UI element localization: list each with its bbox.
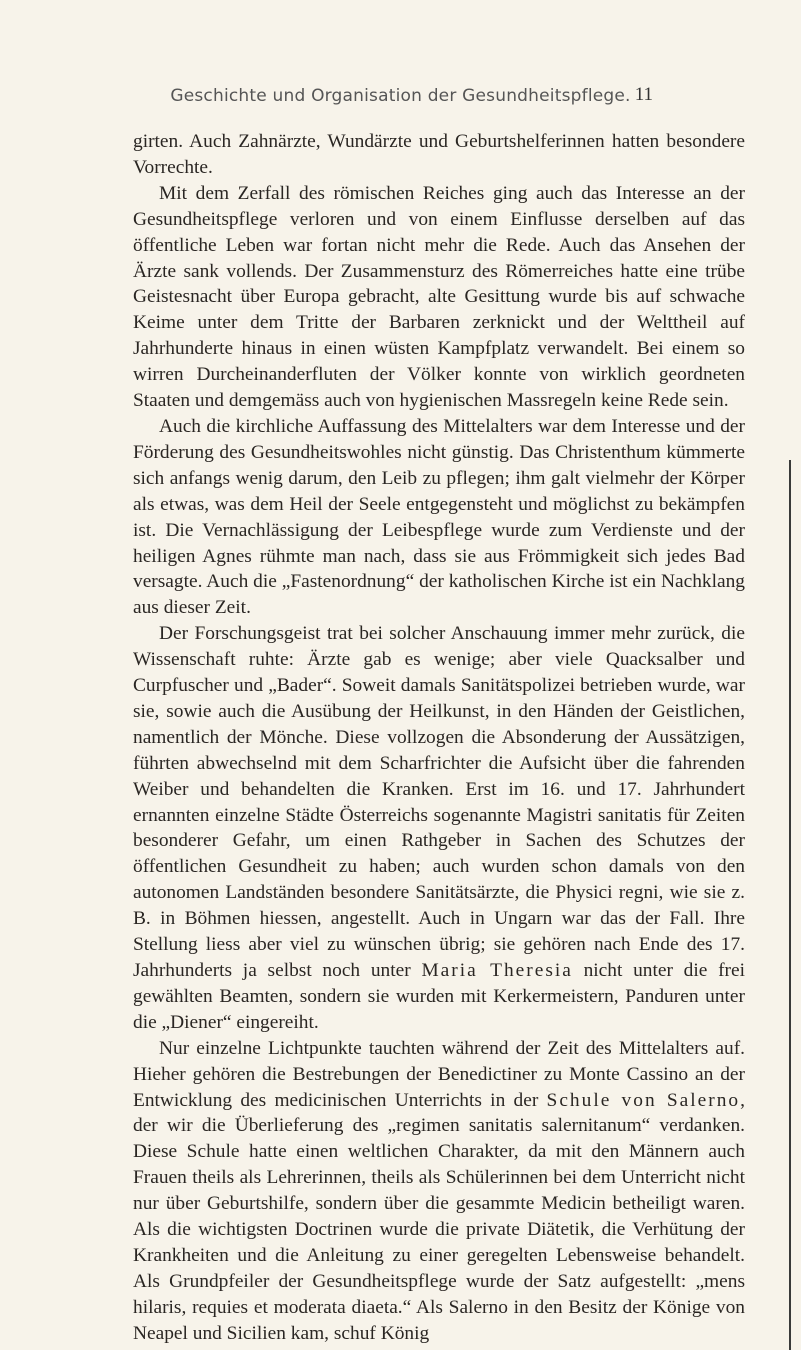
paragraph-3: Auch die kirchliche Auffassung des Mittelalters war dem Interesse und der Förderung des Gesundheitswohles nicht günstig. Das Christenthum kümmerte sich anfangs wenig darum, den Leib zu pflegen; ihm galt vielmehr der Körper als etwas, was dem Heil der Seele entgegensteht und möglichst zu bekämpfen ist. Die Vernachlässigung der Leibespflege wurde zum Verdienste und der heiligen Agnes rühmte man nach, dass sie aus Frömmigkeit sich jedes Bad versagte. Auch die „Fastenordnung“ der katholischen Kirche ist ein Nachklang aus dieser Zeit.	[133, 415, 745, 619]
body-text	[133, 129, 745, 1347]
paragraph-4-spaced-name: Maria Theresia	[421, 960, 573, 981]
paragraph-4	[133, 621, 745, 1036]
page-number: 11	[634, 84, 653, 105]
paragraph-5-text-a: Nur einzelne Lichtpunkte tauchten während der Zeit des Mittelalters auf. Hieher gehören die Bestrebungen der Benedictiner zu Monte Cassino an der Entwicklung des medicinischen Unterrichts in der	[133, 1037, 745, 1111]
running-header	[0, 84, 801, 112]
paragraph-5-text-b: , der wir die Überlieferung des „regimen sanitatis salernitanum“ verdanken. Diese Schule hatte einen weltlichen Charakter, da mit den Männern auch Frauen theils als Lehrerinnen, theils als Schülerinnen bei dem Unterricht nicht nur über Geburtshilfe, sondern über die gesammte Medicin betheiligt waren. Als die wichtigsten Doctrinen wurde die private Diätetik, die Verhütung der Krankheiten und die Anleitung zu einer geregelten Lebensweise behandelt. Als Grundpfeiler der Gesundheitspflege wurde der Satz aufgestellt: „mens hilaris, requies et moderata diaeta.“ Als Salerno in den Besitz der Könige von Neapel und Sicilien kam, schuf König	[133, 1089, 745, 1344]
page-edge-line	[789, 460, 791, 1350]
paragraph-1: girten. Auch Zahnärzte, Wundärzte und Geburtshelferinnen hatten besondere Vorrechte.	[133, 131, 745, 178]
paragraph-5-spaced-name: Schule von Salerno	[546, 1089, 741, 1111]
header-title: Geschichte und Organisation der Gesundheitspflege.	[170, 86, 631, 106]
paragraph-4-text-a: Der Forschungsgeist trat bei solcher Anschauung immer mehr zurück, die Wissenschaft ruhte: Ärzte gab es wenige; aber viele Quacksalber und Curpfuscher und „Bader“. Soweit damals Sanitätspolizei betrieben wurde, war sie, sowie auch die Ausübung der Heilkunst, in den Händen der Geistlichen, namentlich der Mönche. Diese vollzogen die Absonderung der Aussätzigen, führten abwechselnd mit dem Scharfrichter die Aufsicht über die fahrenden Weiber und behandelten die Kranken. Erst im 16. und 17. Jahrhundert ernannten einzelne Städte Österreichs sogenannte Magistri sanitatis für Zeiten besonderer Gefahr, um einen Rathgeber in Sachen des Schutzes der öffentlichen Gesundheit zu haben; auch wurden schon damals von den autonomen Landständen besondere Sanitätsärzte, die Physici regni, wie sie z. B. in Böhmen hiessen, angestellt. Auch in Ungarn war das der Fall. Ihre Stellung liess aber viel zu wünschen übrig; sie gehören nach Ende des 17. Jahrhunderts ja selbst noch unter	[133, 623, 745, 981]
paragraph-5	[133, 1036, 745, 1347]
paragraph-2: Mit dem Zerfall des römischen Reiches ging auch das Interesse an der Gesundheitspflege verloren und von einem Einflusse derselben auf das öffentliche Leben war fortan nicht mehr die Rede. Auch das Ansehen der Ärzte sank vollends. Der Zusammensturz des Römerreiches hatte eine trübe Geistesnacht über Europa gebracht, alte Gesittung wurde bis auf schwache Keime unter dem Tritte der Barbaren zerknickt und der Welttheil auf Jahrhunderte hinaus in einen wüsten Kampfplatz verwandelt. Bei einem so wirren Durcheinanderfluten der Völker konnte von wirklich geordneten Staaten und demgemäss auch von hygienischen Massregeln keine Rede sein.	[133, 182, 745, 412]
paragraph-4-text-b: nicht unter die frei gewählten Beamten, sondern sie wurden mit Kerkermeistern, Panduren unter die „Diener“ eingereiht.	[133, 960, 746, 1033]
